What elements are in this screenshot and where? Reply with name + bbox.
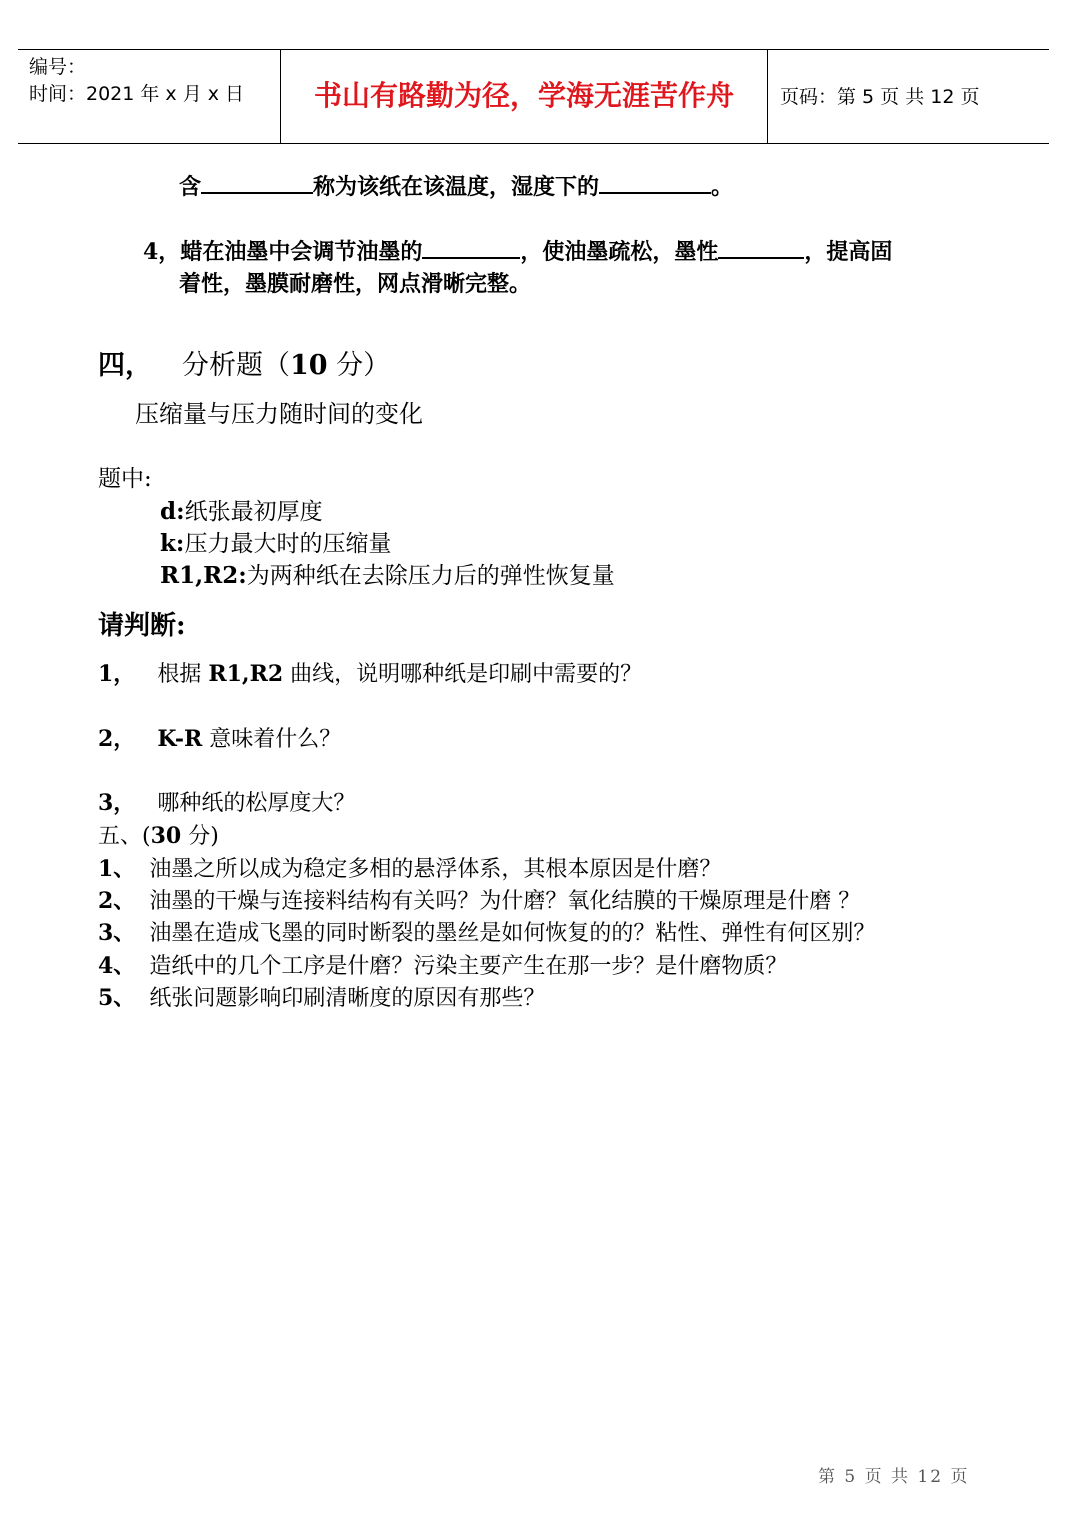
analysis-question — [98, 788, 355, 819]
question-number: 2、 — [98, 888, 136, 914]
text-segment: 蜡在油墨中会调节油墨的 — [180, 239, 423, 265]
essay-question — [98, 918, 875, 949]
section-5-heading — [98, 821, 219, 852]
heading-text: 五、( — [98, 824, 151, 849]
question-term: K-R — [157, 726, 203, 752]
question-text: 意味着什么？ — [202, 727, 342, 752]
section-number: 四， — [98, 350, 152, 381]
text-segment: 称为该纸在该温度，湿度下的 — [313, 174, 600, 200]
fill-in-line — [179, 172, 733, 202]
definition-key: k: — [160, 530, 185, 557]
serial-label: 编号： — [29, 56, 87, 78]
text-segment: 含 — [179, 174, 202, 200]
heading-score: 30 — [150, 823, 182, 849]
header-motto: 书山有路勤为径，学海无涯苦作舟 — [313, 79, 734, 112]
question-number: 1、 — [98, 856, 136, 882]
answer-blank — [201, 172, 313, 194]
definition-item — [160, 497, 323, 527]
page-header — [18, 49, 1049, 144]
definition-item — [160, 529, 391, 559]
header-divider — [767, 50, 768, 143]
page-footer: 第 5 页 共 12 页 — [818, 1467, 970, 1487]
text-segment: ，使油墨疏松，墨性 — [520, 239, 719, 265]
question-number: 4， — [143, 239, 181, 265]
question-4-continued: 着性，墨膜耐磨性，网点滑晰完整。 — [179, 271, 532, 297]
definition-text: 纸张最初厚度 — [184, 499, 323, 525]
question-number: 2， — [98, 726, 136, 752]
question-text: 油墨之所以成为稳定多相的悬浮体系，其根本原因是什磨？ — [149, 857, 722, 882]
judge-label: 请判断: — [98, 611, 186, 641]
definition-item — [160, 561, 615, 591]
header-page-info: 页码：第 5 页 共 12 页 — [780, 86, 980, 108]
essay-question — [98, 983, 545, 1014]
heading-text: 分） — [327, 350, 391, 381]
essay-question — [98, 886, 860, 917]
question-number: 3， — [98, 790, 136, 816]
heading-text: 分析题（ — [182, 350, 290, 381]
analysis-question — [98, 724, 341, 755]
question-number: 1， — [98, 661, 136, 687]
question-text: 曲线，说明哪种纸是印刷中需要的？ — [283, 662, 643, 687]
text-segment: ，提高固 — [804, 239, 893, 265]
question-text: 油墨在造成飞墨的同时断裂的墨丝是如何恢复的的？粘性、弹性有何区别？ — [149, 921, 876, 946]
question-term: R1,R2 — [208, 661, 284, 687]
question-number: 5、 — [98, 985, 136, 1011]
text-segment: 。 — [711, 174, 734, 200]
answer-blank — [599, 172, 711, 194]
note-label: 题中: — [98, 466, 152, 492]
essay-question — [98, 854, 721, 885]
analysis-question — [98, 659, 642, 690]
question-text: 纸张问题影响印刷清晰度的原因有那些？ — [149, 986, 546, 1011]
answer-blank — [422, 237, 520, 259]
section-4-heading — [98, 349, 390, 383]
heading-score: 10 — [290, 350, 328, 381]
essay-question — [98, 951, 787, 982]
question-number: 4、 — [98, 953, 136, 979]
question-text: 造纸中的几个工序是什磨？污染主要产生在那一步？是什磨物质？ — [149, 954, 788, 979]
question-text: 根据 — [157, 662, 209, 687]
answer-blank — [718, 237, 804, 259]
question-number: 3、 — [98, 920, 136, 946]
question-4 — [143, 237, 892, 267]
definition-key: R1,R2: — [160, 562, 247, 589]
definition-key: d: — [160, 498, 185, 525]
section-4-subtitle: 压缩量与压力随时间的变化 — [135, 400, 423, 428]
question-text: 油墨的干燥与连接料结构有关吗？为什磨？氧化结膜的干燥原理是什磨 ？ — [149, 889, 861, 914]
heading-text: 分) — [181, 824, 219, 849]
question-text: 哪种纸的松厚度大？ — [157, 791, 356, 816]
definition-text: 压力最大时的压缩量 — [184, 531, 392, 557]
definition-text: 为两种纸在去除压力后的弹性恢复量 — [246, 563, 615, 589]
date-line: 时间：2021 年 x 月 x 日 — [29, 83, 245, 105]
header-meta — [29, 54, 244, 108]
